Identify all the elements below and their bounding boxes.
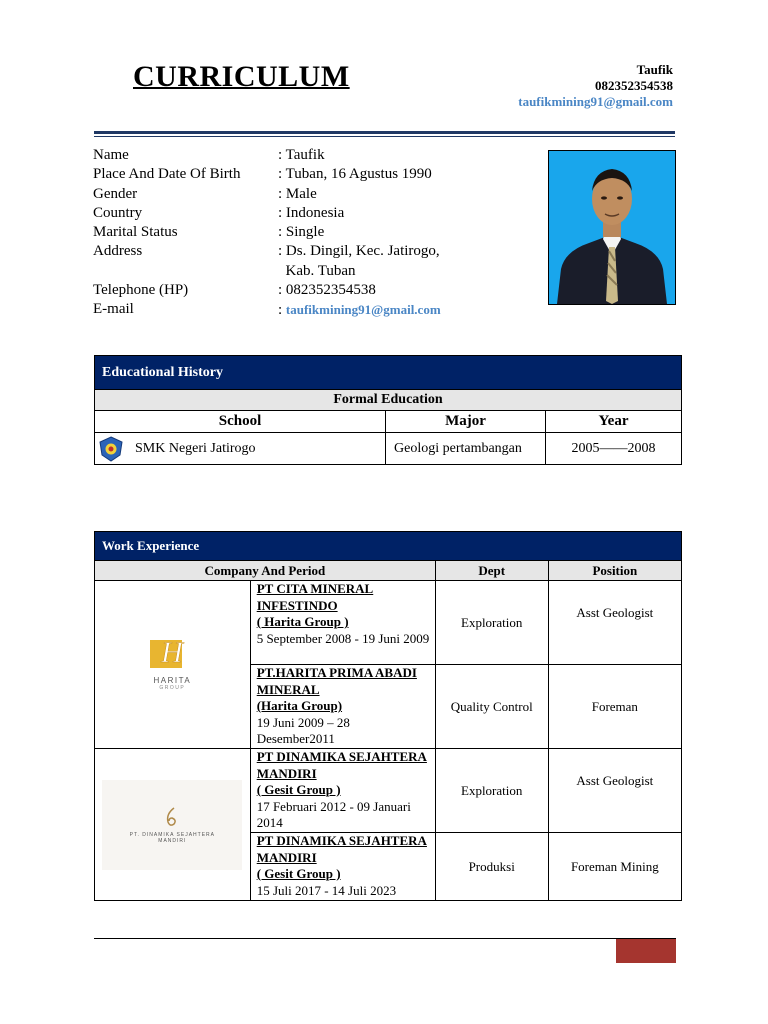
info-row-marital <box>93 223 528 242</box>
dinamika-logo-text: PT. DINAMIKA SEJAHTERA <box>129 831 216 838</box>
company-name: PT DINAMIKA SEJAHTERA MANDIRI <box>256 749 427 781</box>
job-period: 19 Juni 2009 – 28 Desember2011 <box>256 714 350 746</box>
header-divider <box>94 131 675 134</box>
email-link[interactable]: taufikmining91@gmail.com <box>285 302 441 318</box>
job-entry <box>250 749 435 833</box>
job-position: Asst Geologist <box>548 749 681 833</box>
dinamika-logo-sub: MANDIRI <box>158 837 187 844</box>
formal-education-heading: Formal Education <box>95 390 682 411</box>
info-label: Country <box>93 204 143 221</box>
school-logo-cell <box>95 433 128 465</box>
dinamika-mark-icon <box>162 806 182 828</box>
company-name: PT DINAMIKA SEJAHTERA MANDIRI <box>256 833 427 865</box>
svg-text:H: H <box>161 636 184 669</box>
info-value: : Indonesia <box>278 204 345 221</box>
harita-logo-sub: GROUP <box>159 685 186 691</box>
company-group: ( Harita Group ) <box>256 614 349 629</box>
school-year: 2005——2008 <box>546 433 682 465</box>
contact-email-link[interactable]: taufikmining91@gmail.com <box>518 94 673 109</box>
info-label: Address <box>93 243 143 260</box>
job-dept: Exploration <box>435 581 548 665</box>
education-heading: Educational History <box>95 356 682 390</box>
info-value: : Tuban, 16 Agustus 1990 <box>278 166 432 183</box>
company-name: PT CITA MINERAL INFESTINDO <box>256 581 374 613</box>
info-label: Marital Status <box>93 224 178 241</box>
company-group: ( Gesit Group ) <box>256 866 341 881</box>
portrait-illustration <box>549 151 675 304</box>
school-logo-icon <box>97 435 125 463</box>
info-value: : Single <box>278 224 325 241</box>
info-row-country <box>93 204 528 223</box>
info-label: Name <box>93 147 129 163</box>
column-company-period: Company And Period <box>95 561 436 581</box>
info-label: Gender <box>93 185 138 202</box>
info-row-gender <box>93 185 528 204</box>
harita-logo <box>146 636 198 691</box>
work-heading: Work Experience <box>95 532 682 561</box>
header-divider-thin <box>94 136 675 137</box>
harita-logo-text: HARITA <box>153 676 192 685</box>
column-dept: Dept <box>435 561 548 581</box>
job-dept: Produksi <box>435 833 548 901</box>
info-row-phone <box>93 281 528 300</box>
column-school: School <box>95 411 386 433</box>
job-entry <box>250 665 435 749</box>
job-entry <box>250 581 435 665</box>
job-entry <box>250 833 435 901</box>
info-value: : Male <box>278 185 317 202</box>
job-period: 15 Juli 2017 - 14 Juli 2023 <box>256 882 397 898</box>
info-value-prefix: : <box>278 302 286 319</box>
info-value: : 082352354538 <box>278 282 376 299</box>
info-row-name <box>93 146 528 165</box>
contact-block <box>518 62 673 110</box>
column-major: Major <box>386 411 546 433</box>
job-dept: Quality Control <box>435 665 548 749</box>
job-period: 17 Februari 2012 - 09 Januari 2014 <box>256 798 411 830</box>
job-position: Asst Geologist <box>548 581 681 665</box>
personal-info <box>93 146 528 321</box>
job-position: Foreman <box>548 665 681 749</box>
harita-logo-cell <box>95 581 251 749</box>
footer-accent-box <box>616 939 676 963</box>
job-dept: Exploration <box>435 749 548 833</box>
dinamika-logo <box>102 780 242 870</box>
info-label <box>93 262 278 281</box>
work-experience-table <box>94 531 682 901</box>
info-row-birth <box>93 165 528 184</box>
school-name: SMK Negeri Jatirogo <box>127 433 386 465</box>
column-position: Position <box>548 561 681 581</box>
column-year: Year <box>546 411 682 433</box>
company-name: PT.HARITA PRIMA ABADI MINERAL <box>256 665 417 697</box>
info-value: Kab. Tuban <box>278 262 356 279</box>
page-title: CURRICULUM <box>133 60 350 93</box>
contact-name: Taufik <box>636 62 673 77</box>
info-label: E-mail <box>93 301 134 318</box>
info-row-email <box>93 300 528 320</box>
company-group: (Harita Group) <box>256 698 343 713</box>
info-label: Place And Date Of Birth <box>93 166 241 183</box>
profile-photo <box>548 150 676 305</box>
dinamika-logo-cell <box>95 749 251 901</box>
footer-divider <box>94 938 676 939</box>
job-period: 5 September 2008 - 19 Juni 2009 <box>256 630 430 646</box>
info-value: : Ds. Dingil, Kec. Jatirogo, <box>278 243 440 260</box>
job-position: Foreman Mining <box>548 833 681 901</box>
harita-h-icon <box>146 636 198 672</box>
info-row-address <box>93 242 528 261</box>
company-group: ( Gesit Group ) <box>256 782 341 797</box>
education-table <box>94 355 682 465</box>
info-row-address-cont <box>93 262 528 281</box>
info-value: : Taufik <box>278 147 325 163</box>
info-value <box>278 300 528 320</box>
school-major: Geologi pertambangan <box>386 433 546 465</box>
info-label: Telephone (HP) <box>93 282 189 299</box>
contact-phone: 082352354538 <box>595 78 673 93</box>
